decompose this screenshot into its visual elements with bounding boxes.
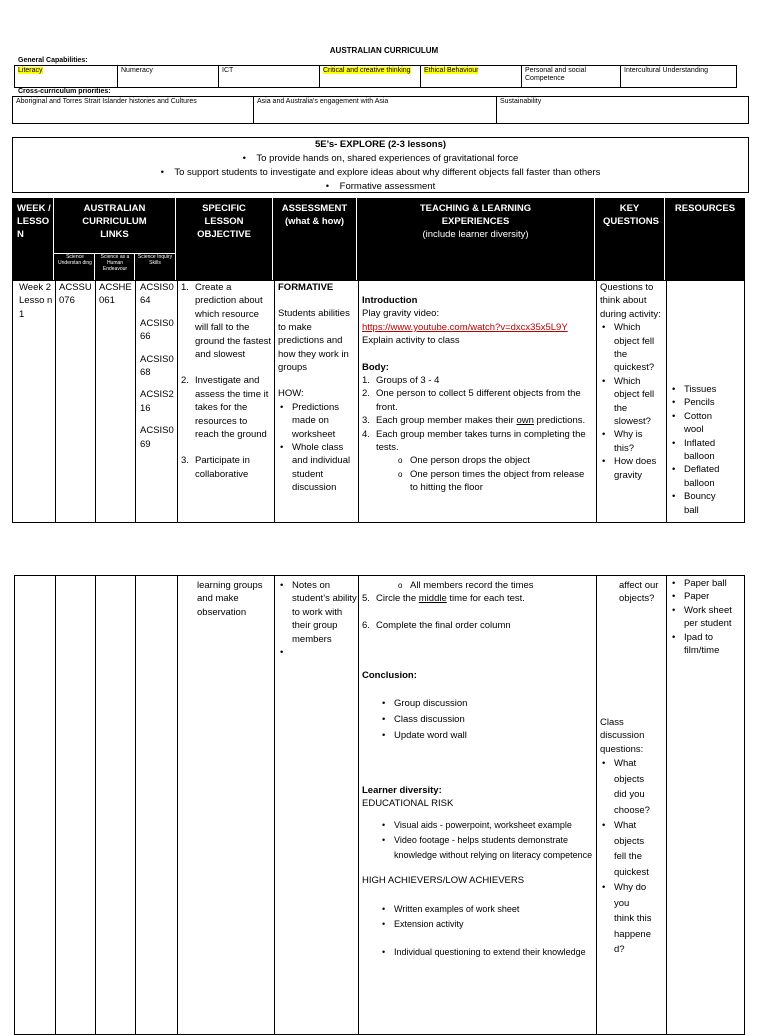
step-text: time for each test. [446, 593, 525, 605]
priority-aboriginal: Aboriginal and Torres Strait Islander histories and Cultures [13, 97, 254, 123]
key-questions-cell [600, 281, 664, 482]
resource-item: • Work sheet per student [670, 604, 744, 631]
explore-box [12, 137, 749, 193]
general-capabilities-row [14, 65, 737, 88]
capability-text: Critical and creative thinking [323, 67, 411, 74]
capability-text: Ethical Behaviour [424, 67, 479, 74]
lesson-row-1 [12, 280, 745, 523]
priority-sustainability: Sustainability [500, 98, 542, 105]
lesson-objectives [181, 281, 273, 481]
body-step [362, 374, 594, 387]
explore-point-text: Formative assessment [339, 181, 436, 192]
header-teaching-title: TEACHING & LEARNING EXPERIENCES [419, 203, 532, 227]
header-teaching [357, 198, 595, 280]
explore-title: 5E’s- EXPLORE (2-3 lessons) [314, 139, 447, 150]
step-text: Groups of 3 - 4 [376, 375, 440, 387]
assessment-text: Students abilities to make predictions and how they work in groups [278, 308, 350, 374]
objective-number: 2. [181, 375, 189, 387]
conclusion-point: • Class discussion [380, 712, 594, 728]
cross-curriculum-label: Cross-curriculum priorities: [18, 88, 111, 95]
step-text: Complete the final order column [376, 619, 511, 631]
subheader-science-understanding: Science Understan ding [58, 254, 92, 266]
body-sub-step: o One person drops the object [392, 454, 594, 467]
objective-text: Create a prediction about which resource will fall to the ground the fastest and slowest [195, 282, 272, 361]
assessment-how-label: HOW: [278, 388, 304, 400]
step-number: 5. [362, 593, 370, 605]
step-number: 2. [362, 388, 370, 400]
introduction-heading: Introduction [362, 295, 418, 306]
explore-point: • To support students to investigate and explore ideas about why different objects fall faster than others [160, 167, 601, 178]
header-teaching-subtitle: (include learner diversity) [422, 229, 529, 240]
body-step [362, 414, 594, 427]
inquiry-code: ACSIS0 69 [140, 425, 174, 450]
key-question: • What objects fell the quickest [600, 818, 664, 880]
header-resources: RESOURCES [674, 203, 736, 214]
objective-number: 3. [181, 455, 189, 467]
capability-critical-thinking [320, 66, 421, 87]
assessment-cell [278, 281, 357, 495]
resource-item: • Paper ball [670, 577, 744, 590]
body-step [362, 592, 594, 605]
achievers-point: • Individual questioning to extend their knowledge [380, 945, 594, 960]
step-text: Circle the [376, 593, 419, 605]
resource-item: • Cotton wool [670, 410, 744, 437]
subheader-inquiry-skills: Science Inquiry Skills [137, 254, 173, 266]
intro-play-text: Play gravity video: [362, 308, 440, 320]
resource-item: • Inflated balloon [670, 437, 744, 464]
step-number: 4. [362, 428, 370, 440]
achievers-heading: HIGH ACHIEVERS/LOW ACHIEVERS [362, 875, 525, 887]
class-discussion-questions [600, 716, 664, 958]
capability-literacy [15, 66, 118, 87]
body-sub-step: o One person times the object from release to hitting the floor [392, 468, 594, 495]
objective-item [181, 454, 273, 481]
subheader-human-endeavour: Science as a Human Endeavour [100, 254, 130, 272]
general-capabilities-label: General Capabilities: [18, 57, 88, 64]
key-question: • Which object fell the slowest? [600, 375, 664, 429]
step-text: Each group member makes their [376, 415, 517, 427]
cross-curriculum-row [12, 96, 749, 124]
header-objective: SPECIFIC LESSON OBJECTIVE [176, 198, 273, 280]
science-understanding-code: ACSSU 076 [59, 282, 92, 307]
conclusion-point: • Group discussion [380, 696, 594, 712]
objective-item [181, 281, 273, 361]
header-week: WEEK / LESSO N [12, 198, 54, 280]
explore-point: • Formative assessment [325, 181, 436, 192]
explore-point-text: To support students to investigate and explore ideas about why different objects fall faster than others [174, 167, 601, 178]
inquiry-code: ACSIS0 64 [140, 282, 174, 307]
subheader-divider [54, 253, 176, 254]
gravity-video-link[interactable]: https://www.youtube.com/watch?v=dxcx35x5L9Y [362, 321, 568, 333]
assessment-point: • Whole class and individual student discussion [278, 441, 357, 495]
step-text: predictions. [533, 415, 586, 427]
step-number: 1. [362, 375, 370, 387]
inquiry-skills-codes [140, 281, 176, 451]
resource-item: • Ipad to film/time [670, 631, 744, 658]
document-title: AUSTRALIAN CURRICULUM [329, 46, 439, 55]
lesson-table-header [12, 198, 745, 280]
objective-number: 1. [181, 282, 189, 293]
capability-ict: ICT [219, 66, 320, 87]
resources-continued [670, 577, 744, 657]
achievers-point: • Written examples of work sheet [380, 902, 594, 917]
resource-item: • Deflated balloon [670, 463, 744, 490]
diversity-subheading: EDUCATIONAL RISK [362, 798, 454, 810]
key-question: • Which object fell the quickest? [600, 321, 664, 375]
resource-item: • Paper [670, 590, 744, 603]
key-questions-continued: affect our objects? [619, 580, 659, 605]
header-curriculum-links: AUSTRALIAN CURRICULUM LINKS [54, 198, 176, 280]
body-step [362, 387, 594, 414]
assessment-type: FORMATIVE [278, 282, 334, 293]
objective-text: Participate in collaborative [195, 455, 250, 480]
capability-intercultural: Intercultural Understanding [624, 67, 709, 74]
body-step [362, 619, 594, 632]
resource-item: • Bouncy ball [670, 490, 744, 517]
capability-personal-social: Personal and social Competence [522, 66, 621, 87]
diversity-point: • Visual aids - powerpoint, worksheet example [380, 818, 594, 833]
step-number: 3. [362, 415, 370, 427]
body-sub-step: o All members record the times [392, 579, 594, 592]
explore-point: • To provide hands on, shared experiences of gravitational force [242, 153, 519, 164]
key-questions-intro: Questions to think about during activity: [600, 282, 661, 320]
inquiry-code: ACSIS0 66 [140, 317, 174, 343]
assessment-point [278, 646, 357, 659]
conclusion-point: • Update word wall [380, 728, 594, 744]
step-text: Each group member takes turns in completing the tests. [376, 428, 586, 454]
key-question: • Why do you think this happene d? [600, 880, 664, 958]
resource-item: • Tissues [670, 383, 744, 396]
header-key-questions: KEY QUESTIONS [595, 198, 665, 280]
header-assessment: ASSESSMENT (what & how) [273, 198, 357, 280]
human-endeavour-code: ACSHE 061 [99, 282, 132, 307]
objective-continued: learning groups and make observation [197, 580, 263, 618]
step-text: One person to collect 5 different objects from the front. [376, 388, 581, 413]
key-question: • Why is this? [600, 428, 664, 455]
lesson-row-2 [14, 575, 745, 1035]
key-question: • How does gravity [600, 455, 664, 482]
class-discussion-label: Class discussion questions: [600, 717, 645, 755]
key-question: • What objects did you choose? [600, 756, 664, 818]
step-text-underlined: middle [418, 593, 447, 605]
capability-ethical [421, 66, 522, 87]
subheader-divider [94, 254, 95, 280]
resource-item: • Pencils [670, 396, 744, 409]
capability-numeracy: Numeracy [118, 66, 219, 87]
inquiry-code: ACSIS2 16 [140, 389, 174, 414]
conclusion-heading: Conclusion: [362, 670, 417, 682]
teaching-continued [362, 579, 594, 960]
achievers-point: • Extension activity [380, 917, 594, 932]
assessment-point: • Notes on student’s ability to work with their group members [278, 579, 357, 646]
body-heading: Body: [362, 361, 389, 373]
explore-point-text: To provide hands on, shared experiences of gravitational force [256, 153, 519, 164]
capability-text: Literacy [18, 67, 43, 74]
intro-explain-text: Explain activity to class [362, 335, 460, 347]
step-text-underlined: own [516, 415, 534, 427]
diversity-heading: Learner diversity: [362, 784, 442, 796]
priority-asia: Asia and Australia's engagement with Asia [254, 97, 497, 123]
objective-item [181, 374, 273, 441]
step-number: 6. [362, 619, 370, 631]
resources-cell [670, 383, 744, 517]
assessment-point: • Predictions made on worksheet [278, 401, 357, 441]
diversity-point: • Video footage - helps students demonstrate knowledge without relying on literacy competence [380, 833, 594, 863]
teaching-cell [362, 294, 594, 495]
body-step [362, 428, 594, 455]
subheader-divider [134, 254, 135, 280]
objective-text: Investigate and assess the time it takes for the resources to reach the ground [195, 375, 269, 441]
inquiry-code: ACSIS0 68 [140, 353, 174, 379]
assessment-continued [278, 579, 357, 659]
week-lesson: Week 2 Lesso n 1 [19, 282, 53, 320]
